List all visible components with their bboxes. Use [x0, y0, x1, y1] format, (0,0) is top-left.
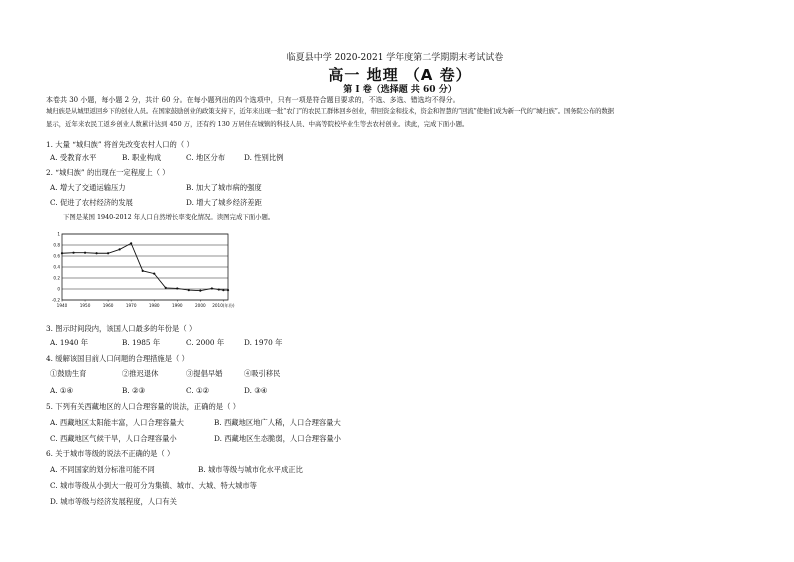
exam-title: 高一 地理 （A 卷） [328, 66, 472, 84]
q4-choice-2: ②推迟退休 [122, 369, 159, 378]
question-5-stem: 5. 下列有关西藏地区的人口合理容量的说法，正确的是（ ） [46, 402, 241, 411]
y-tick-label: -0.2 [51, 297, 60, 303]
y-tick-label: 0.6 [53, 253, 60, 259]
question-3-stem: 3. 图示时间段内，该国人口最多的年份是（ ） [46, 324, 197, 333]
data-point [176, 287, 178, 289]
q6-option-c[interactable]: C. 城市等级从小到大一般可分为集镇、城市、大城、特大城市等 [50, 481, 257, 490]
y-tick-label: 0.4 [53, 264, 60, 270]
y-tick-label: 1 [57, 231, 60, 237]
q5-option-c[interactable]: C. 西藏地区气候干旱，人口合理容量小 [50, 434, 177, 443]
q4-option-d[interactable]: D. ③④ [244, 386, 268, 395]
data-point [84, 252, 86, 254]
y-tick-label: 0.2 [53, 275, 60, 281]
question-1-stem: 1. 大量 “城归族” 将首先改变农村人口的（ ） [46, 140, 194, 149]
q5-option-b[interactable]: B. 西藏地区地广人稀，人口合理容量大 [214, 418, 341, 427]
q2-option-b[interactable]: B. 加大了城市病的强度 [186, 183, 262, 192]
instruction-line: 本卷共 30 小题，每小题 2 分，共计 60 分。在每小题列出的四个选项中，只有一项是符合题目要求的，不选、多选、错选均不得分。 [46, 96, 460, 104]
q2-option-c[interactable]: C. 促进了农村经济的发展 [50, 198, 133, 207]
q3-option-d[interactable]: D. 1970 年 [244, 338, 283, 347]
q6-option-a[interactable]: A. 不同国家的划分标准可能不同 [50, 465, 155, 474]
x-tick-label: 2010(年份) [212, 303, 235, 308]
q1-option-b[interactable]: B. 职业构成 [122, 153, 162, 162]
population-growth-chart [50, 226, 240, 312]
data-point [218, 288, 220, 290]
x-tick-label: 1940 [56, 303, 68, 308]
x-tick-label: 1950 [79, 303, 91, 308]
x-tick-label: 2000 [194, 303, 206, 308]
q1-option-a[interactable]: A. 受教育水平 [50, 153, 97, 162]
data-point [72, 252, 74, 254]
section-heading: 第 Ⅰ 卷（选择题 共 60 分） [343, 85, 457, 95]
q1-option-d[interactable]: D. 性别比例 [244, 153, 284, 162]
data-point [61, 252, 63, 254]
data-point [95, 252, 97, 254]
data-point [211, 287, 213, 289]
data-point [188, 289, 190, 291]
q2-option-d[interactable]: D. 增大了城乡经济差距 [186, 198, 262, 207]
x-axis-ticks [57, 300, 235, 309]
x-tick-label: 1970 [125, 303, 137, 308]
passage-line-2: 显示，近年来农民工返乡创业人数累计达到 450 万，还有约 130 万居住在城镇的科技人员、中高等院校毕业生等去农村创业。读此，完成下面小题。 [46, 120, 469, 128]
data-point [199, 290, 201, 292]
passage-line-1: 城归族是从城里返回乡下的创业人员。在国家鼓励创业的政策支持下，近年来出现一批“农门”的农民工群体回乡创业，带回资金和技术，资金和智慧的“回流”使他们成为新一代的“城归族”。国务院公布的数据 [46, 107, 614, 115]
q3-option-c[interactable]: C. 2000 年 [186, 338, 225, 347]
q4-option-a[interactable]: A. ①④ [50, 386, 73, 395]
chart-intro: 下图是某国 1940-2012 年人口自然增长率变化情况。读图完成下面小题。 [63, 213, 275, 221]
question-6-stem: 6. 关于城市等级的说法不正确的是（ ） [46, 449, 175, 458]
q4-choice-1: ①鼓励生育 [50, 369, 87, 378]
q6-option-d[interactable]: D. 城市等级与经济发展程度，人口有关 [50, 497, 177, 506]
x-tick-label: 1960 [102, 303, 114, 308]
q5-option-a[interactable]: A. 西藏地区太阳能丰富，人口合理容量大 [50, 418, 184, 427]
x-tick-label: 1990 [171, 303, 183, 308]
data-point [119, 248, 121, 250]
data-point [153, 273, 155, 275]
data-point [142, 270, 144, 272]
x-tick-label: 1980 [148, 303, 160, 308]
q4-option-b[interactable]: B. ②③ [122, 386, 146, 395]
data-point [165, 287, 167, 289]
q4-option-c[interactable]: C. ①② [186, 386, 210, 395]
data-point [130, 242, 132, 244]
data-point [227, 289, 229, 291]
q1-option-c[interactable]: C. 地区分布 [186, 153, 226, 162]
data-point [107, 252, 109, 254]
q5-option-d[interactable]: D. 西藏地区生态脆弱，人口合理容量小 [214, 434, 341, 443]
y-tick-label: 0.8 [53, 242, 60, 248]
school-header: 临夏县中学 2020-2021 学年度第二学期期末考试试卷 [286, 53, 504, 63]
q3-option-b[interactable]: B. 1985 年 [122, 338, 161, 347]
q4-choice-4: ④吸引移民 [244, 369, 281, 378]
q6-option-b[interactable]: B. 城市等级与城市化水平成正比 [198, 465, 303, 474]
y-axis-ticks [52, 232, 61, 303]
data-point [222, 289, 224, 291]
y-tick-label: 0 [57, 286, 60, 292]
question-2-stem: 2. “城归族” 的出现在一定程度上（ ） [46, 168, 170, 177]
q3-option-a[interactable]: A. 1940 年 [50, 338, 89, 347]
q4-choice-3: ③提倡早婚 [186, 369, 223, 378]
q2-option-a[interactable]: A. 增大了交通运输压力 [50, 183, 126, 192]
question-4-stem: 4. 缓解该国目前人口问题的合理措施是（ ） [46, 354, 189, 363]
